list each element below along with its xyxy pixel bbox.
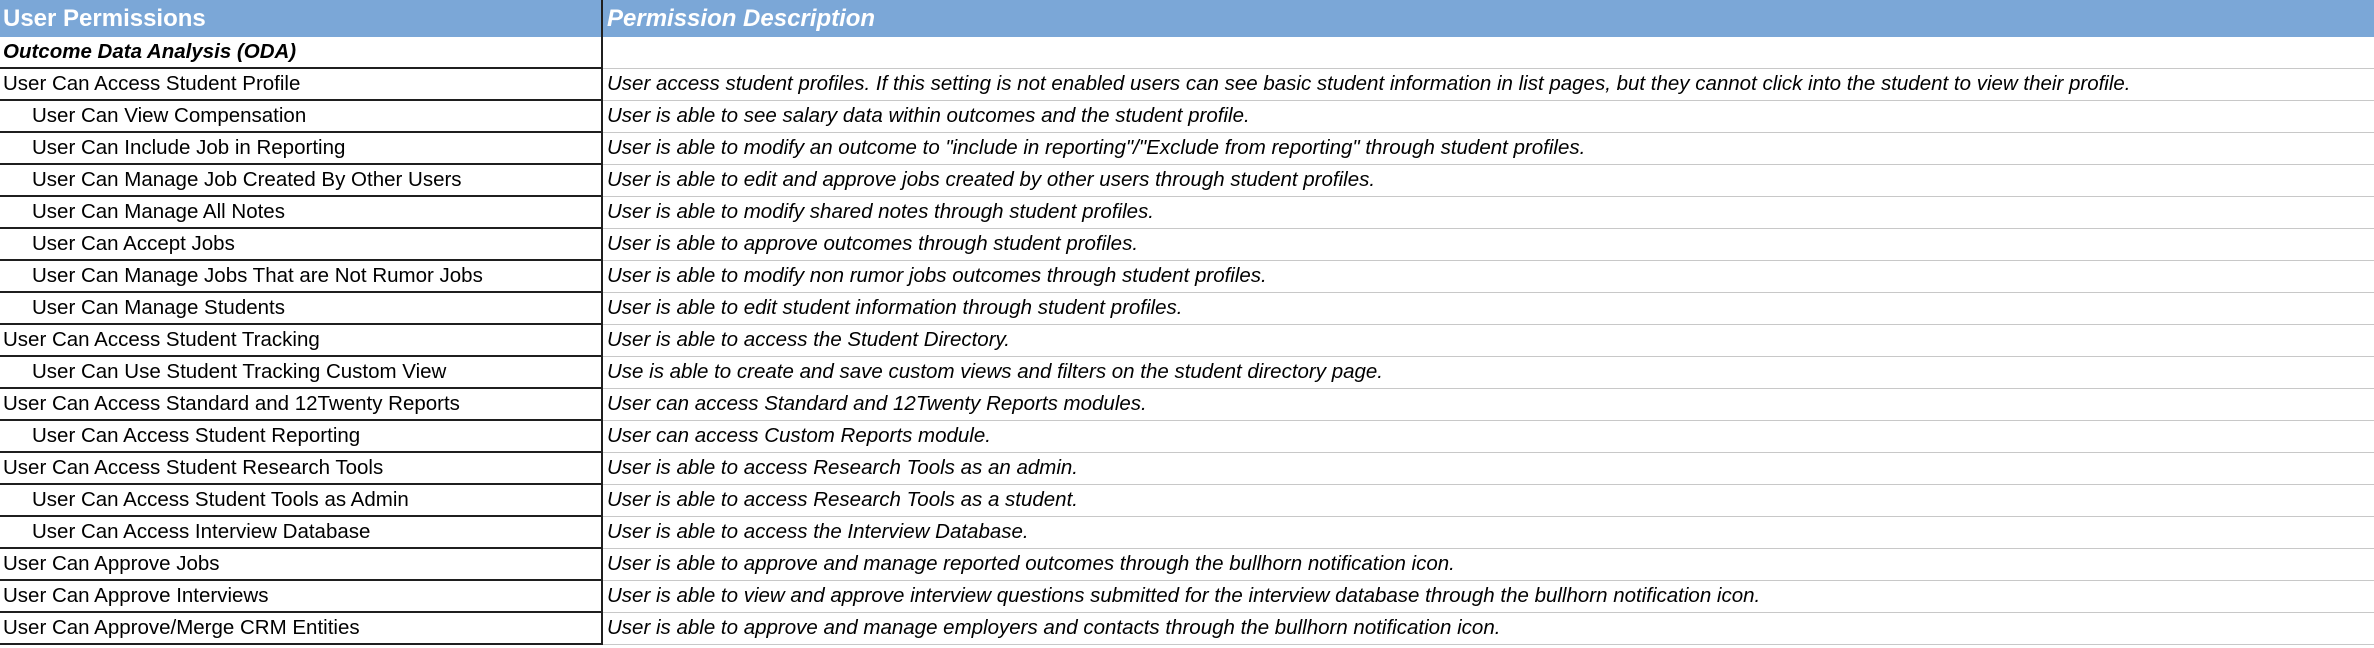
description-cell[interactable]: User is able to approve and manage employers and contacts through the bullhorn notification icon.	[602, 612, 2374, 644]
description-cell[interactable]: User access student profiles. If this setting is not enabled users can see basic student information in list pages, but they cannot click into the student to view their profile.	[602, 68, 2374, 100]
table-row	[0, 100, 2374, 132]
description-cell[interactable]: User is able to modify an outcome to "include in reporting"/"Exclude from reporting" through student profiles.	[602, 132, 2374, 164]
table-row	[0, 228, 2374, 260]
permission-cell[interactable]: User Can Approve Interviews	[0, 580, 602, 612]
description-cell[interactable]: User is able to access the Interview Database.	[602, 516, 2374, 548]
table-row	[0, 548, 2374, 580]
description-cell[interactable]: User is able to edit and approve jobs created by other users through student profiles.	[602, 164, 2374, 196]
permission-cell[interactable]: User Can View Compensation	[0, 100, 602, 132]
description-cell[interactable]: User is able to access Research Tools as an admin.	[602, 452, 2374, 484]
header-permission-description[interactable]: Permission Description	[602, 0, 2374, 37]
permission-cell[interactable]: User Can Access Student Reporting	[0, 420, 602, 452]
description-cell[interactable]: User is able to modify shared notes through student profiles.	[602, 196, 2374, 228]
table-body	[0, 37, 2374, 644]
table-row	[0, 260, 2374, 292]
permission-cell[interactable]: User Can Access Standard and 12Twenty Reports	[0, 388, 602, 420]
permission-cell[interactable]: User Can Access Student Tools as Admin	[0, 484, 602, 516]
permission-cell[interactable]: User Can Manage Job Created By Other Users	[0, 164, 602, 196]
permission-cell[interactable]: User Can Accept Jobs	[0, 228, 602, 260]
table-row	[0, 580, 2374, 612]
permission-cell[interactable]: User Can Manage All Notes	[0, 196, 602, 228]
section-title[interactable]: Outcome Data Analysis (ODA)	[0, 37, 602, 68]
table-row	[0, 484, 2374, 516]
table-row	[0, 388, 2374, 420]
description-cell[interactable]: User can access Custom Reports module.	[602, 420, 2374, 452]
description-cell[interactable]: User is able to see salary data within outcomes and the student profile.	[602, 100, 2374, 132]
description-cell[interactable]: User can access Standard and 12Twenty Reports modules.	[602, 388, 2374, 420]
table-row	[0, 292, 2374, 324]
permission-cell[interactable]: User Can Access Student Profile	[0, 68, 602, 100]
table-row	[0, 612, 2374, 644]
description-cell[interactable]: User is able to approve and manage reported outcomes through the bullhorn notification icon.	[602, 548, 2374, 580]
description-cell[interactable]: Use is able to create and save custom views and filters on the student directory page.	[602, 356, 2374, 388]
permission-cell[interactable]: User Can Use Student Tracking Custom View	[0, 356, 602, 388]
table-row	[0, 324, 2374, 356]
permission-cell[interactable]: User Can Approve/Merge CRM Entities	[0, 612, 602, 644]
description-cell[interactable]: User is able to edit student information through student profiles.	[602, 292, 2374, 324]
description-cell[interactable]: User is able to access the Student Directory.	[602, 324, 2374, 356]
description-cell[interactable]: User is able to modify non rumor jobs outcomes through student profiles.	[602, 260, 2374, 292]
permission-cell[interactable]: User Can Access Student Tracking	[0, 324, 602, 356]
table-row	[0, 420, 2374, 452]
table-row	[0, 68, 2374, 100]
description-cell[interactable]: User is able to approve outcomes through student profiles.	[602, 228, 2374, 260]
section-row	[0, 37, 2374, 68]
header-row	[0, 0, 2374, 37]
permission-cell[interactable]: User Can Include Job in Reporting	[0, 132, 602, 164]
header-user-permissions[interactable]: User Permissions	[0, 0, 602, 37]
table-row	[0, 356, 2374, 388]
table-row	[0, 132, 2374, 164]
table-row	[0, 452, 2374, 484]
description-cell[interactable]: User is able to view and approve interview questions submitted for the interview database through the bullhorn notification icon.	[602, 580, 2374, 612]
section-description-cell[interactable]	[602, 37, 2374, 68]
table-row	[0, 516, 2374, 548]
table-row	[0, 196, 2374, 228]
permission-cell[interactable]: User Can Access Interview Database	[0, 516, 602, 548]
permission-cell[interactable]: User Can Access Student Research Tools	[0, 452, 602, 484]
description-cell[interactable]: User is able to access Research Tools as a student.	[602, 484, 2374, 516]
table-row	[0, 164, 2374, 196]
permission-cell[interactable]: User Can Approve Jobs	[0, 548, 602, 580]
permission-cell[interactable]: User Can Manage Students	[0, 292, 602, 324]
permission-cell[interactable]: User Can Manage Jobs That are Not Rumor Jobs	[0, 260, 602, 292]
